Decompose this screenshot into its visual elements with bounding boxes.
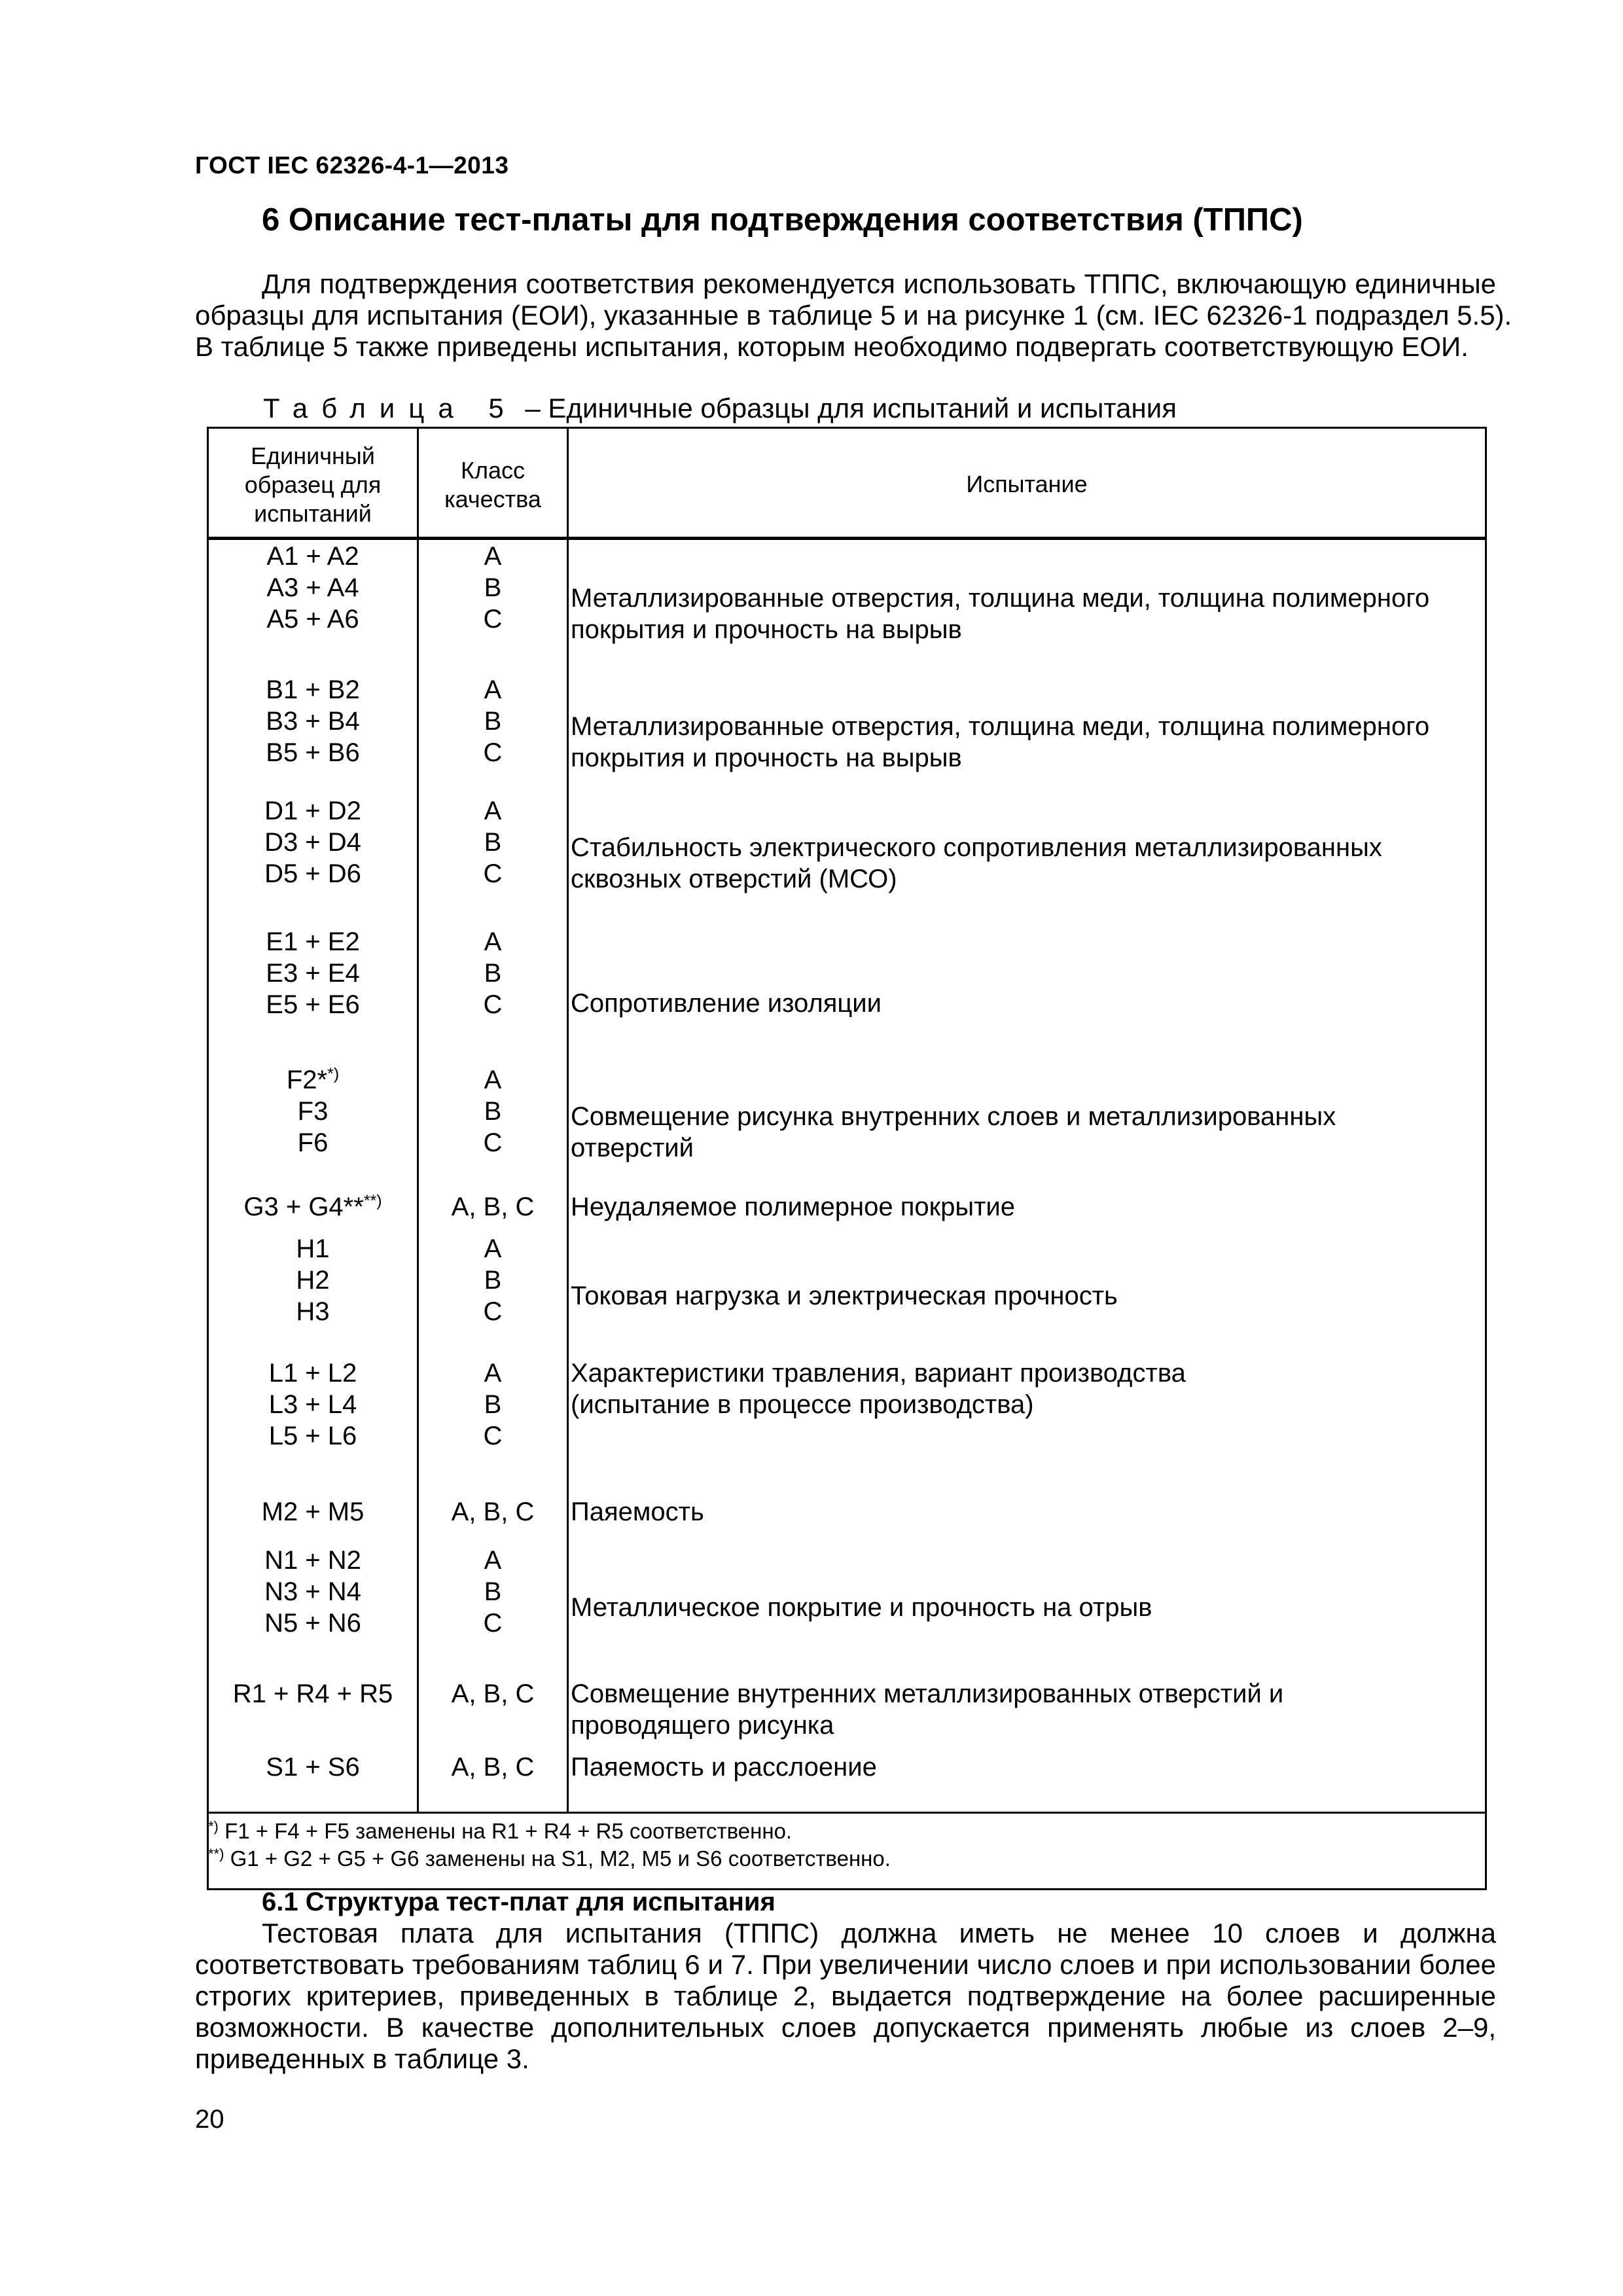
- class-value: C: [483, 1422, 503, 1450]
- class-value: A: [484, 927, 502, 956]
- paragraph-line: строгих критериев, приведенных в таблице 2, выдается подтверждение на более расширенные: [195, 1981, 1496, 2011]
- class-value: C: [483, 605, 503, 634]
- sample-id: S1 + S6: [266, 1753, 360, 1782]
- test-line: Металлическое покрытие и прочность на отрыв: [571, 1593, 1152, 1622]
- sample-id: D5 + D6: [264, 859, 361, 888]
- test-line: проводящего рисунка: [571, 1711, 834, 1740]
- class-cell: [419, 795, 567, 889]
- footnote-divider: [207, 1812, 1487, 1814]
- class-cell: [419, 926, 567, 1020]
- class-value: B: [484, 1577, 502, 1606]
- sample-cell: [209, 1545, 417, 1639]
- header-divider: [207, 537, 1487, 540]
- sample-id: B3 + B4: [266, 707, 360, 736]
- sample-cell: [209, 1678, 417, 1710]
- sample-id: B5 + B6: [266, 738, 360, 767]
- header-sample-line: образец для: [244, 471, 382, 498]
- subsection-paragraph: [195, 1918, 1496, 2075]
- footnote-mark: *): [327, 1065, 340, 1083]
- sample-id: M2 + M5: [261, 1498, 365, 1526]
- test-line: Токовая нагрузка и электрическая прочность: [571, 1282, 1118, 1310]
- page-number: 20: [195, 2105, 224, 2134]
- class-value: A: [484, 1359, 502, 1388]
- sample-cell: [209, 541, 417, 635]
- sample-id: E1 + E2: [266, 927, 360, 956]
- test-line: (испытание в процессе производства): [571, 1390, 1034, 1419]
- sample-cell: [209, 1496, 417, 1528]
- class-cell: [419, 1678, 567, 1710]
- table-footnote: [208, 1846, 891, 1872]
- test-cell: [571, 988, 1480, 1019]
- sample-id: H2: [296, 1266, 330, 1295]
- test-cell: [571, 832, 1480, 895]
- test-line: Паяемость и расслоение: [571, 1753, 877, 1782]
- test-cell: [571, 1357, 1480, 1420]
- paragraph-line: Тестовая плата для испытания (ТППС) должна иметь не менее 10 слоев и должна: [262, 1918, 1496, 1948]
- header-class: [419, 456, 567, 514]
- intro-line: Для подтверждения соответствия рекомендуется использовать ТППС, включающую единичные: [262, 268, 1496, 299]
- sample-id: N3 + N4: [264, 1577, 361, 1606]
- class-value: A, B, C: [451, 1753, 535, 1782]
- paragraph-line: приведенных в таблице 3.: [195, 2043, 529, 2074]
- sample-id: R1 + R4 + R5: [232, 1679, 393, 1708]
- sample-id: L1 + L2: [268, 1359, 357, 1388]
- header-class-line: качества: [444, 486, 541, 512]
- section-title: 6 Описание тест-платы для подтверждения соответствия (ТППС): [262, 202, 1303, 238]
- class-cell: [419, 674, 567, 768]
- footnote-mark: **): [208, 1846, 224, 1862]
- sample-cell: [209, 795, 417, 889]
- class-value: A, B, C: [451, 1679, 535, 1708]
- class-value: A, B, C: [451, 1498, 535, 1526]
- class-value: C: [483, 738, 503, 767]
- test-line: Стабильность электрического сопротивления металлизированных: [571, 833, 1382, 862]
- test-cell: [571, 1751, 1480, 1783]
- class-value: A, B, C: [451, 1193, 535, 1221]
- class-value: B: [484, 959, 502, 988]
- header-sample-line: испытаний: [254, 500, 372, 527]
- class-value: B: [484, 1097, 502, 1126]
- test-cell: [571, 1496, 1480, 1528]
- table-caption: [263, 393, 1177, 424]
- class-value: B: [484, 1390, 502, 1419]
- sample-id: A1 + A2: [266, 542, 359, 571]
- subsection-title: 6.1 Структура тест-плат для испытания: [262, 1888, 776, 1916]
- sample-id: D3 + D4: [264, 828, 361, 857]
- test-line: Неудаляемое полимерное покрытие: [571, 1193, 1016, 1221]
- table-caption-label: Таблица 5: [263, 393, 518, 423]
- class-value: C: [483, 990, 503, 1019]
- intro-line: В таблице 5 также приведены испытания, которым необходимо подвергать соответствующую ЕОИ.: [195, 331, 1469, 362]
- class-value: A: [484, 1234, 502, 1263]
- class-value: A: [484, 542, 502, 571]
- test-line: Характеристики травления, вариант производства: [571, 1359, 1186, 1388]
- sample-cell: [209, 1191, 417, 1223]
- table-footnote: [208, 1818, 792, 1844]
- sample-id: L3 + L4: [268, 1390, 357, 1419]
- sample-id: N5 + N6: [264, 1609, 361, 1638]
- class-cell: [419, 1751, 567, 1783]
- class-cell: [419, 1496, 567, 1528]
- class-cell: [419, 1545, 567, 1639]
- header-class-line: Класс: [461, 457, 525, 484]
- footnote-text: F1 + F4 + F5 заменены на R1 + R4 + R5 соответственно.: [224, 1819, 793, 1843]
- class-value: A: [484, 1546, 502, 1575]
- intro-paragraph: [195, 268, 1512, 363]
- class-value: C: [483, 1609, 503, 1638]
- test-line: Паяемость: [571, 1498, 704, 1526]
- sample-id: N1 + N2: [264, 1546, 361, 1575]
- sample-cell: [209, 674, 417, 768]
- sample-id: H1: [296, 1234, 330, 1263]
- test-line: отверстий: [571, 1134, 694, 1162]
- test-cell: [571, 1678, 1480, 1741]
- sample-id: D1 + D2: [264, 797, 361, 825]
- sample-id: A5 + A6: [266, 605, 359, 634]
- class-cell: [419, 1233, 567, 1327]
- sample-id: B1 + B2: [266, 675, 360, 704]
- class-value: C: [483, 1297, 503, 1326]
- sample-id: F3: [297, 1097, 329, 1126]
- document-header: ГОСТ IEC 62326-4-1—2013: [195, 152, 509, 179]
- test-line: покрытия и прочность на вырыв: [571, 615, 962, 644]
- class-cell: [419, 1357, 567, 1452]
- sample-cell: [209, 926, 417, 1020]
- class-value: B: [484, 1266, 502, 1295]
- test-line: Металлизированные отверстия, толщина меди, толщина полимерного: [571, 712, 1430, 741]
- sample-id: F6: [297, 1128, 329, 1157]
- test-line: Совмещение рисунка внутренних слоев и металлизированных: [571, 1102, 1336, 1131]
- paragraph-line: возможности. В качестве дополнительных слоев допускается применять любые из слоев 2–9,: [195, 2012, 1496, 2043]
- footnote-mark: **): [363, 1192, 382, 1210]
- paragraph-line: соответствовать требованиям таблиц 6 и 7. При увеличении число слоев и при использовании более: [195, 1949, 1496, 1980]
- sample-cell: [209, 1357, 417, 1452]
- sample-cell: [209, 1751, 417, 1783]
- test-line: покрытия и прочность на вырыв: [571, 744, 962, 772]
- class-value: C: [483, 1128, 503, 1157]
- sample-id: L5 + L6: [268, 1422, 357, 1450]
- sample-id: F2**): [286, 1065, 340, 1094]
- test-cell: [571, 583, 1480, 645]
- class-value: B: [484, 707, 502, 736]
- test-cell: [571, 1101, 1480, 1164]
- class-cell: [419, 1191, 567, 1223]
- test-cell: [571, 1191, 1480, 1223]
- header-test: Испытание: [966, 471, 1088, 497]
- test-cell: [571, 1592, 1480, 1623]
- footnote-mark: *): [208, 1818, 219, 1835]
- class-cell: [419, 1064, 567, 1158]
- class-value: C: [483, 859, 503, 888]
- class-value: A: [484, 797, 502, 825]
- sample-id: G3 + G4****): [243, 1192, 382, 1221]
- column-divider: [567, 427, 569, 1813]
- test-line: Металлизированные отверстия, толщина меди, толщина полимерного: [571, 584, 1430, 613]
- class-cell: [419, 541, 567, 635]
- test-line: Совмещение внутренних металлизированных отверстий и: [571, 1679, 1284, 1708]
- class-value: B: [484, 573, 502, 602]
- sample-cell: [209, 1233, 417, 1327]
- sample-id: E5 + E6: [266, 990, 360, 1019]
- test-line: Сопротивление изоляции: [571, 989, 882, 1018]
- footnote-text: G1 + G2 + G5 + G6 заменены на S1, M2, M5 и S6 соответственно.: [230, 1846, 891, 1871]
- sample-id: E3 + E4: [266, 959, 360, 988]
- sample-id: H3: [296, 1297, 330, 1326]
- header-sample: [209, 442, 417, 528]
- class-value: A: [484, 1066, 502, 1094]
- intro-line: образцы для испытания (ЕОИ), указанные в таблице 5 и на рисунке 1 (см. IEC 62326-1 подраздел 5.5).: [195, 300, 1512, 331]
- test-line: сквозных отверстий (МСО): [571, 865, 897, 893]
- sample-id: A3 + A4: [266, 573, 359, 602]
- class-value: A: [484, 675, 502, 704]
- test-cell: [571, 711, 1480, 774]
- table-caption-text: – Единичные образцы для испытаний и испытания: [525, 393, 1177, 423]
- test-cell: [571, 1280, 1480, 1312]
- header-sample-line: Единичный: [251, 442, 375, 469]
- sample-cell: [209, 1064, 417, 1158]
- class-value: B: [484, 828, 502, 857]
